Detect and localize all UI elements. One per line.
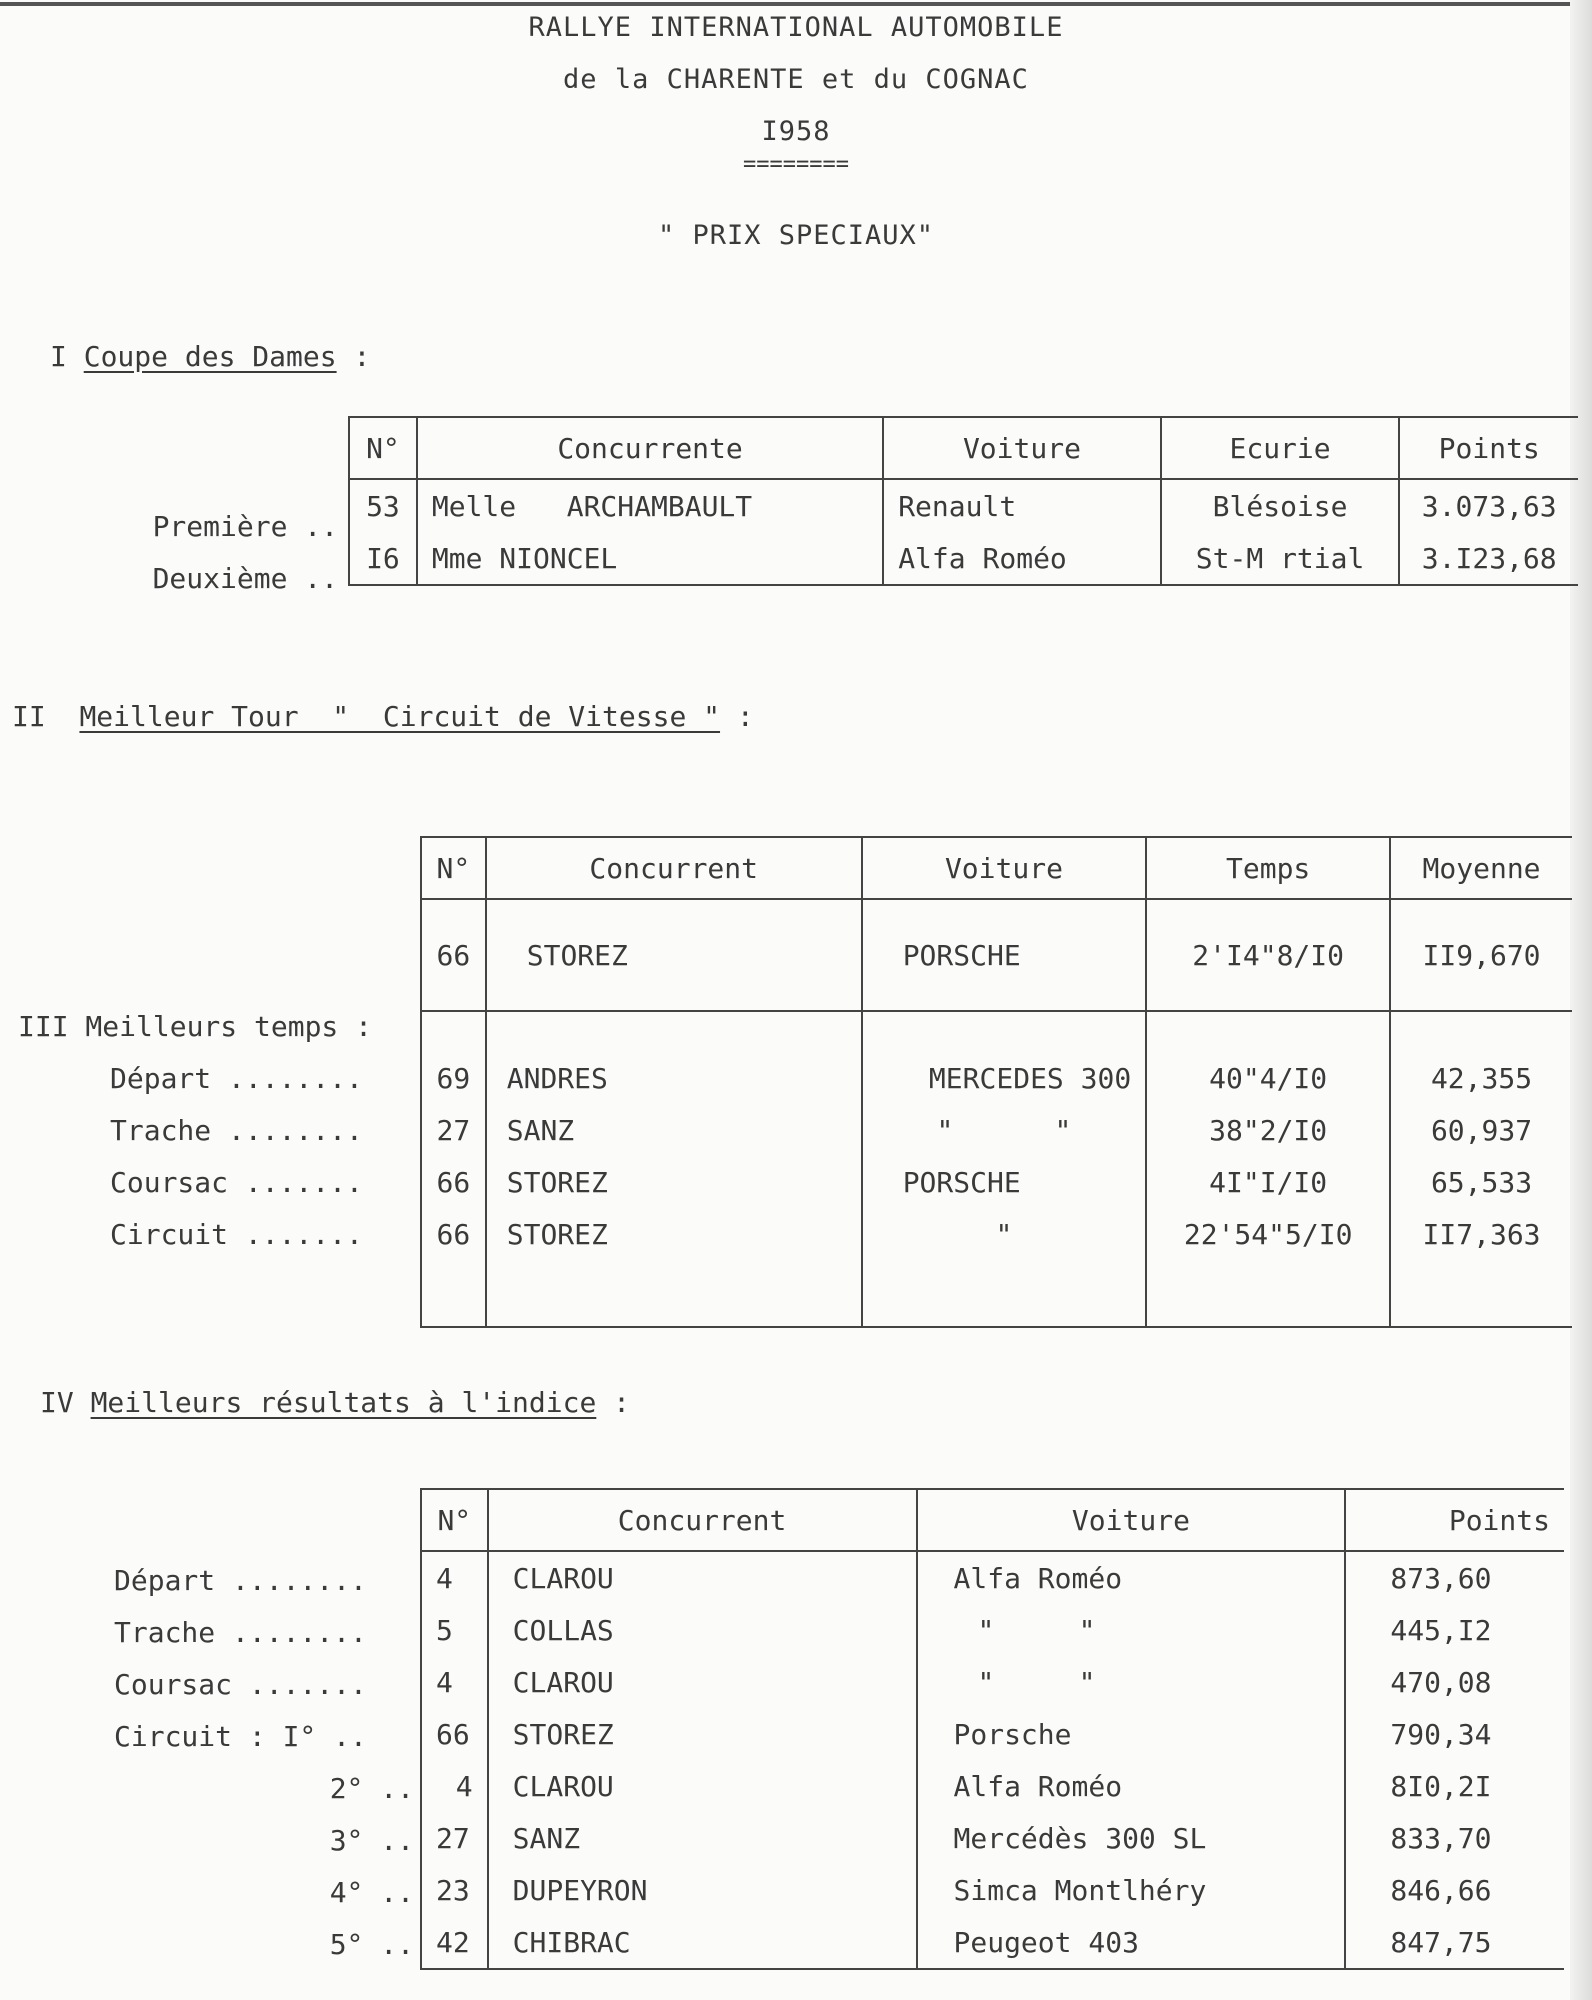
table-row [421,1812,1564,1864]
cell-points: 3.073,63 [1399,479,1578,532]
page-edge-shadow [1570,0,1592,2000]
table-coupe-des-dames [348,416,1578,586]
section-4-title [40,1386,630,1419]
cell-no: 53 [349,479,417,532]
table-row [421,1864,1564,1916]
cell-time: 40"4/I0 [1146,1052,1390,1104]
title-rule: ======== [743,152,849,177]
cell-name: CLAROU [488,1551,917,1604]
col-no: N° [421,1489,488,1551]
cell-team: Blésoise [1161,479,1400,532]
cell-avg: 42,355 [1390,1052,1572,1104]
cell-car: PORSCHE [862,1156,1147,1208]
cell-no: 66 [421,1156,486,1208]
row-label-trache: Trache ........ [110,1114,363,1147]
table-row [421,1052,1572,1104]
cell-name: SANZ [488,1812,917,1864]
cell-car: Alfa Roméo [917,1551,1346,1604]
cell-no: 42 [421,1916,488,1969]
doc-year: I958 [761,116,831,147]
cell-name: CLAROU [488,1760,917,1812]
table-row [421,1551,1564,1604]
table-header-row [349,417,1578,479]
cell-points: 790,34 [1345,1708,1564,1760]
section-2-title [12,700,754,733]
row-label-circuit-2: 2° .. [329,1772,414,1805]
row-label-depart: Départ ........ [114,1564,367,1597]
cell-avg: II9,670 [1390,899,1572,1011]
cell-car: " " [862,1104,1147,1156]
cell-car: Porsche [917,1708,1346,1760]
table-row [421,1604,1564,1656]
col-voiture: Voiture [917,1489,1346,1551]
section-1-colon: : [336,340,371,373]
cell-car: Alfa Roméo [883,532,1161,585]
cell-name: STOREZ [486,899,862,1011]
section-2-number: II [12,700,80,733]
cell-no: 66 [421,899,486,1011]
cell-points: 873,60 [1345,1551,1564,1604]
cell-name: CHIBRAC [488,1916,917,1969]
table-header-row [421,837,1572,899]
cell-points: 3.I23,68 [1399,532,1578,585]
cell-time: 22'54"5/I0 [1146,1208,1390,1260]
row-label-circuit-3: 3° .. [329,1824,414,1857]
cell-no: I6 [349,532,417,585]
col-voiture: Voiture [883,417,1161,479]
doc-heading: " PRIX SPECIAUX" [657,220,935,251]
cell-no: 4 [421,1656,488,1708]
cell-points: 445,I2 [1345,1604,1564,1656]
cell-time: 4I"I/I0 [1146,1156,1390,1208]
col-ecurie: Ecurie [1161,417,1400,479]
table-row [421,1916,1564,1969]
table-row [421,1104,1572,1156]
doc-title: RALLYE INTERNATIONAL AUTOMOBILE [528,12,1064,43]
cell-avg: 65,533 [1390,1156,1572,1208]
cell-no: 23 [421,1864,488,1916]
cell-car: Renault [883,479,1161,532]
row-label-premiere: Première .. [152,510,338,543]
section-1-number: I [50,340,84,373]
table-row [421,899,1572,1011]
table-meilleurs-resultats [420,1488,1564,1970]
section-4-colon: : [596,1386,631,1419]
table-row [421,1208,1572,1260]
row-label-circuit: Circuit ....... [110,1218,363,1251]
cell-no: 4 [421,1760,488,1812]
table-row [349,479,1578,532]
table-row [421,1156,1572,1208]
cell-points: 470,08 [1345,1656,1564,1708]
table-row [349,532,1578,585]
cell-name: STOREZ [486,1156,862,1208]
cell-no: 66 [421,1208,486,1260]
row-label-trache: Trache ........ [114,1616,367,1649]
row-label-coursac: Coursac ....... [110,1166,363,1199]
section-4-heading: Meilleurs résultats à l'indice [90,1386,597,1419]
col-concurrent: Concurrent [486,837,862,899]
cell-avg: II7,363 [1390,1208,1572,1260]
cell-name: CLAROU [488,1656,917,1708]
cell-no: 66 [421,1708,488,1760]
top-border [0,2,1592,6]
table-header-row [421,1489,1564,1551]
cell-points: 833,70 [1345,1812,1564,1864]
col-no: N° [349,417,417,479]
row-label-circuit-1: Circuit : I° .. [114,1720,367,1753]
cell-name: STOREZ [488,1708,917,1760]
row-label-depart: Départ ........ [110,1062,363,1095]
cell-car: " " [917,1656,1346,1708]
cell-car: " " [917,1604,1346,1656]
cell-no: 27 [421,1812,488,1864]
cell-name: Mme NIONCEL [417,532,883,585]
table-row [421,1760,1564,1812]
col-voiture: Voiture [862,837,1147,899]
col-points: Points [1345,1489,1564,1551]
col-points: Points [1399,417,1578,479]
cell-time: 2'I4"8/I0 [1146,899,1390,1011]
cell-team: St-M rtial [1161,532,1400,585]
cell-car: Simca Montlhéry [917,1864,1346,1916]
cell-name: DUPEYRON [488,1864,917,1916]
cell-no: 5 [421,1604,488,1656]
section-3-title: III Meilleurs temps : [18,1010,373,1043]
cell-points: 847,75 [1345,1916,1564,1969]
section-4-number: IV [40,1386,91,1419]
section-2-colon: : [720,700,754,733]
cell-car: PORSCHE [862,899,1147,1011]
cell-car: MERCEDES 300 [862,1052,1147,1104]
row-label-circuit-4: 4° .. [329,1876,414,1909]
col-concurrente: Concurrente [417,417,883,479]
row-label-coursac: Coursac ....... [114,1668,367,1701]
cell-name: COLLAS [488,1604,917,1656]
section-1-heading: Coupe des Dames [83,340,337,373]
col-no: N° [421,837,486,899]
row-label-circuit-5: 5° .. [329,1928,414,1961]
cell-points: 8I0,2I [1345,1760,1564,1812]
cell-points: 846,66 [1345,1864,1564,1916]
cell-car: Peugeot 403 [917,1916,1346,1969]
section-2-heading: Meilleur Tour " Circuit de Vitesse " [79,700,721,733]
row-label-deuxieme: Deuxième .. [152,562,338,595]
cell-name: SANZ [486,1104,862,1156]
cell-name: ANDRES [486,1052,862,1104]
table-row [421,1656,1564,1708]
table-meilleur-tour [420,836,1572,1328]
cell-no: 69 [421,1052,486,1104]
table-row [421,1260,1572,1327]
cell-time: 38"2/I0 [1146,1104,1390,1156]
col-concurrent: Concurrent [488,1489,917,1551]
col-temps: Temps [1146,837,1390,899]
cell-car: " [862,1208,1147,1260]
cell-no: 27 [421,1104,486,1156]
col-moyenne: Moyenne [1390,837,1572,899]
cell-name: Melle ARCHAMBAULT [417,479,883,532]
cell-car: Mercédès 300 SL [917,1812,1346,1864]
cell-no: 4 [421,1551,488,1604]
table-row [421,1012,1572,1052]
cell-car: Alfa Roméo [917,1760,1346,1812]
table-row [421,1708,1564,1760]
doc-subtitle: de la CHARENTE et du COGNAC [563,64,1029,95]
cell-name: STOREZ [486,1208,862,1260]
section-1-title [50,340,370,373]
cell-avg: 60,937 [1390,1104,1572,1156]
